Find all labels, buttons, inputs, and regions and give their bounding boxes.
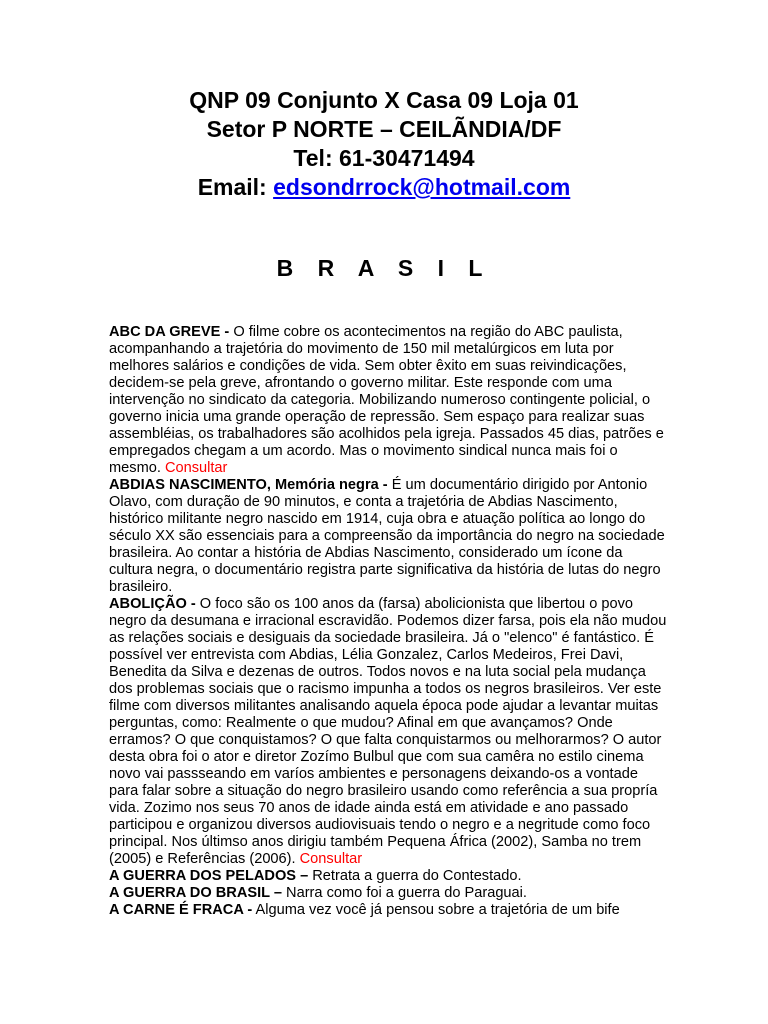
email-label: Email: [197, 174, 274, 200]
film-description: É um documentário dirigido por Antonio Olavo, com duração de 90 minutos, e conta a trajetória de Abdias Nascimento, histórico militante negro nascido em 1914, cuja obra e atuação política ao longo do século XX são essenciais para a compreensão da importância do negro na sociedade brasileira. Ao contar a história de Abdias Nascimento, considerado um ícone da cultura negra, o documentário registra parte significativa da história de lutas do negro brasileiro. [109, 477, 665, 595]
film-entry [109, 885, 669, 902]
film-title: A CARNE É FRACA - [109, 902, 253, 918]
film-entry [109, 324, 669, 477]
film-description: Retrata a guerra do Contestado. [308, 868, 522, 884]
address-line: QNP 09 Conjunto X Casa 09 Loja 01 [189, 87, 579, 113]
film-entry [109, 477, 669, 596]
film-list [109, 324, 669, 919]
film-title: A GUERRA DO BRASIL – [109, 885, 282, 901]
phone-line: Tel: 61-30471494 [293, 145, 475, 171]
consult-link[interactable]: Consultar [164, 460, 228, 476]
film-title: ABDIAS NASCIMENTO, Memória negra - [109, 477, 388, 493]
email-line [0, 173, 768, 202]
film-entry [109, 868, 669, 885]
film-description: O filme cobre os acontecimentos na região do ABC paulista, acompanhando a trajetória do movimento de 150 mil metalúrgicos em luta por melhores salários e condições de vida. Sem obter êxito em suas reivindicações, decidem-se pela greve, afrontando o governo militar. Este responde com uma intervenção no sindicato da categoria. Mobilizando numeroso contingente policial, o governo inicia uma grande operação de repressão. Sem espaço para realizar suas assembléias, os trabalhadores são acolhidos pela igreja. Passados 45 dias, patrões e empregados chegam a um acordo. Mas o movimento sindical nunca mais foi o mesmo. [109, 324, 664, 476]
consult-link[interactable]: Consultar [299, 851, 363, 867]
film-entry [109, 902, 669, 919]
film-title: ABC DA GREVE - [109, 324, 230, 340]
email-link[interactable]: edsondrrock@hotmail.com [273, 174, 571, 200]
film-title: ABOLIÇÃO - [109, 596, 196, 612]
film-title: A GUERRA DOS PELADOS – [109, 868, 309, 884]
film-description: Narra como foi a guerra do Paraguai. [281, 885, 527, 901]
section-title: B R A S I L [276, 255, 492, 281]
film-entry [109, 596, 669, 868]
film-description: Alguma vez você já pensou sobre a trajetória de um bife [252, 902, 620, 918]
film-description: O foco são os 100 anos da (farsa) abolicionista que libertou o povo negro da desumana e irracional escravidão. Podemos dizer farsa, pois ela não mudou as relações sociais e desiguais da sociedade brasileira. Já o "elenco" é fantástico. É possível ver entrevista com Abdias, Lélia Gonzalez, Carlos Medeiros, Frei Davi, Benedita da Silva e dezenas de outros. Todos novos e na luta social pela mudança dos problemas sociais que o racismo impunha a todos os negros brasileiros. Ver este filme com diversos militantes analisando aquela época pode ajudar a levantar muitas perguntas, como: Realmente o que mudou? Afinal em que avançamos? Onde erramos? O que conquistamos? O que falta conquistarmos ou melhorarmos? O autor desta obra foi o ator e diretor Zozímo Bulbul que com sua camêra no estilo cinema novo vai passseando em varíos ambientes e personagens deixando-os a vontade para falar sobre a situação do negro brasileiro usando como referência a sua propría vida. Zozimo nos seus 70 anos de idade ainda está em atividade e ano passado participou e organizou diversos audiovisuais tendo o negro e a negritude como foco principal. Nos últimso anos dirigiu também Pequena África (2002), Samba no trem (2005) e Referências (2006). [109, 596, 667, 867]
address-header [0, 86, 768, 202]
sector-line: Setor P NORTE – CEILÃNDIA/DF [206, 116, 562, 142]
